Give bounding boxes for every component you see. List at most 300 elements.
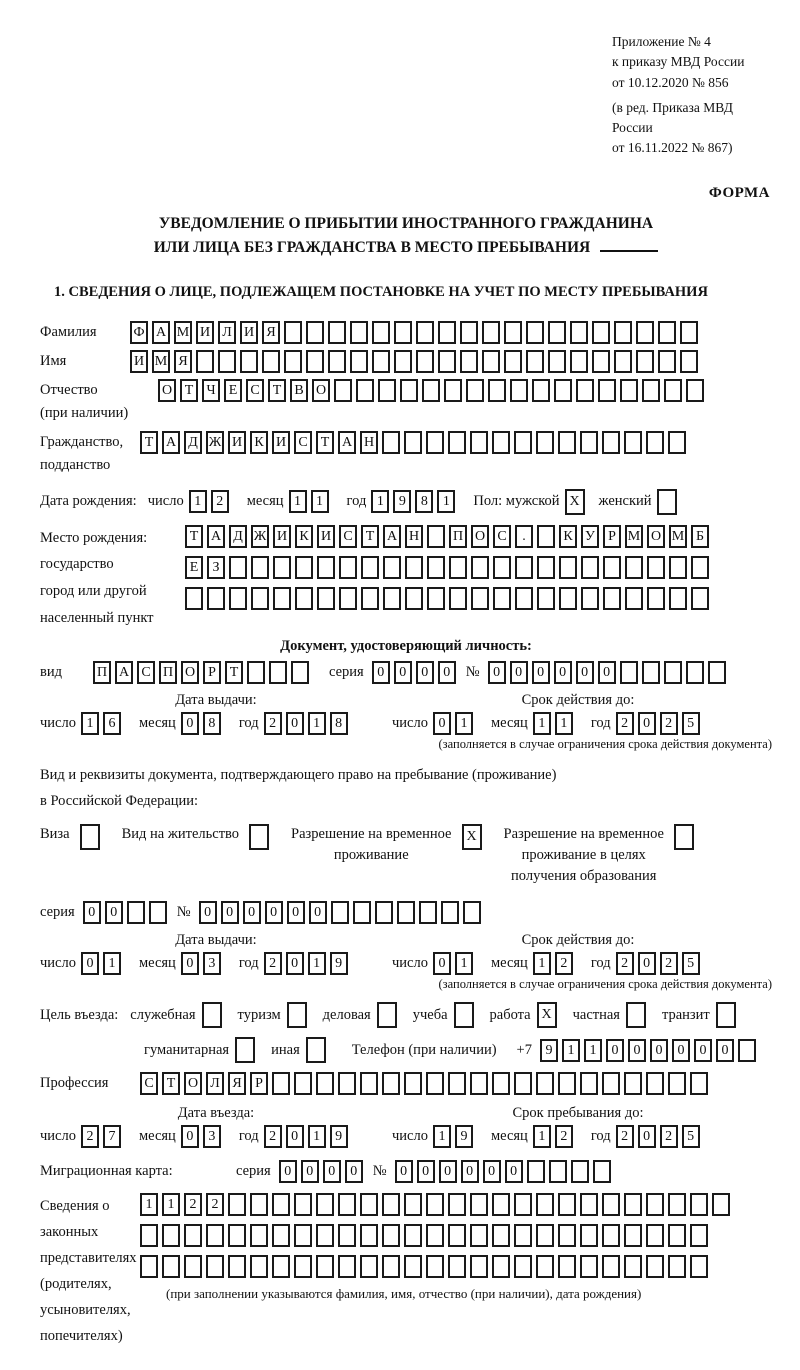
char-cell (272, 1072, 290, 1095)
visa-checkbox (80, 824, 104, 850)
char-cell (602, 1072, 620, 1095)
rvp-series-cells (83, 901, 171, 924)
char-cell: О (158, 379, 176, 402)
char-cell: Д (229, 525, 247, 548)
char-cell: 2 (555, 952, 573, 975)
char-cell (580, 1255, 598, 1278)
char-cell (338, 1193, 356, 1216)
char-cell (149, 901, 167, 924)
char-cell (426, 1224, 444, 1247)
char-cell: 1 (533, 712, 551, 735)
char-cell (228, 1224, 246, 1247)
char-cell: 0 (638, 1125, 656, 1148)
form-title-line1: УВЕДОМЛЕНИЕ О ПРИБЫТИИ ИНОСТРАННОГО ГРАЖДАНИНА (158, 214, 654, 232)
char-cell: 2 (81, 1125, 99, 1148)
purpose-official-label: служебная (130, 1006, 196, 1023)
char-cell: 1 (433, 1125, 451, 1148)
purpose-other-checkbox (306, 1037, 330, 1063)
patronymic-cells (158, 379, 708, 402)
purpose-work-checkbox (537, 1002, 561, 1028)
char-cell: Я (228, 1072, 246, 1095)
char-cell: . (515, 525, 533, 548)
doc-issue-year-cells (264, 712, 352, 735)
field-birth-place (40, 525, 772, 632)
residence-doc-series-row (40, 901, 772, 924)
purpose-official-checkbox (202, 1002, 226, 1028)
doc-kind-label: вид (40, 663, 62, 680)
char-cell: Е (224, 379, 242, 402)
char-cell (353, 901, 371, 924)
char-cell (361, 587, 379, 610)
char-cell (426, 1072, 444, 1095)
char-cell: 2 (660, 1125, 678, 1148)
char-cell (426, 431, 444, 454)
char-cell: М (174, 321, 192, 344)
char-cell (382, 1193, 400, 1216)
char-cell: 1 (140, 1193, 158, 1216)
char-cell (626, 1002, 646, 1028)
char-cell: Т (162, 1072, 180, 1095)
char-cell: 0 (672, 1039, 690, 1062)
char-cell (196, 350, 214, 373)
char-cell: 0 (433, 712, 451, 735)
char-cell (448, 1072, 466, 1095)
char-cell (624, 1255, 642, 1278)
char-cell (466, 379, 484, 402)
purpose-other-label: иная (271, 1041, 300, 1058)
sex-male-checkbox (565, 489, 589, 515)
birth-day-cells (189, 490, 233, 513)
char-cell (463, 901, 481, 924)
char-cell (614, 350, 632, 373)
char-cell: 1 (308, 712, 326, 735)
doc-expiry-title: Срок действия до: (521, 691, 635, 708)
char-cell: 0 (505, 1160, 523, 1183)
char-cell (350, 350, 368, 373)
char-cell (470, 1224, 488, 1247)
birth-place-row3-cells (185, 587, 713, 610)
char-cell: 0 (181, 1125, 199, 1148)
rvp-number-cells (199, 901, 485, 924)
char-cell: П (159, 661, 177, 684)
char-cell (295, 587, 313, 610)
legal-reference (612, 32, 772, 159)
char-cell: 1 (308, 952, 326, 975)
rvp-issue-day-cells (81, 952, 125, 975)
char-cell: 0 (576, 661, 594, 684)
char-cell (493, 556, 511, 579)
char-cell: X (462, 824, 482, 850)
residence-doc-options (40, 824, 772, 887)
char-cell (350, 321, 368, 344)
char-cell: 2 (660, 712, 678, 735)
legal-reference-line: Приложение № 4 (612, 34, 711, 49)
option-residence-permit (122, 824, 273, 850)
representatives-row3-cells (140, 1255, 734, 1278)
char-cell (537, 525, 555, 548)
char-cell (526, 350, 544, 373)
char-cell (690, 1255, 708, 1278)
char-cell (460, 321, 478, 344)
char-cell (427, 587, 445, 610)
char-cell (426, 1193, 444, 1216)
char-cell (441, 901, 459, 924)
doc-issue-col (40, 692, 392, 735)
char-cell: Е (185, 556, 203, 579)
char-cell: 0 (345, 1160, 363, 1183)
char-cell (356, 379, 374, 402)
char-cell: Ф (130, 321, 148, 344)
doc-issue-month-cells (181, 712, 225, 735)
temp-residence-checkbox (462, 824, 486, 850)
char-cell (339, 556, 357, 579)
char-cell: 0 (181, 712, 199, 735)
char-cell (647, 587, 665, 610)
char-cell (514, 1224, 532, 1247)
char-cell: 1 (533, 952, 551, 975)
residence-permit-label: Вид на жительство (121, 825, 240, 842)
char-cell: И (272, 431, 290, 454)
char-cell (537, 587, 555, 610)
identity-doc-dates (40, 692, 772, 735)
char-cell (471, 587, 489, 610)
purpose-tourism-label: туризм (237, 1006, 281, 1023)
char-cell (657, 489, 677, 515)
field-given-name (40, 350, 772, 373)
doc-expiry-note: (заполняется в случае ограничения срока действия документа) (438, 736, 772, 751)
char-cell (559, 556, 577, 579)
char-cell (624, 431, 642, 454)
char-cell (449, 556, 467, 579)
char-cell: И (317, 525, 335, 548)
birth-year-cells (371, 490, 459, 513)
char-cell (184, 1255, 202, 1278)
char-cell (360, 1224, 378, 1247)
char-cell: 9 (393, 490, 411, 513)
char-cell (492, 1193, 510, 1216)
char-cell (558, 1255, 576, 1278)
entry-year-cells (264, 1125, 352, 1148)
char-cell (515, 587, 533, 610)
char-cell (140, 1224, 158, 1247)
char-cell: 1 (189, 490, 207, 513)
char-cell (686, 379, 704, 402)
char-cell (470, 1072, 488, 1095)
char-cell: У (581, 525, 599, 548)
char-cell (397, 901, 415, 924)
char-cell (558, 1072, 576, 1095)
char-cell (592, 321, 610, 344)
char-cell: 0 (181, 952, 199, 975)
char-cell: 2 (616, 712, 634, 735)
char-cell: 0 (510, 661, 528, 684)
char-cell (636, 350, 654, 373)
char-cell: О (181, 661, 199, 684)
char-cell (738, 1039, 756, 1062)
char-cell (646, 1193, 664, 1216)
field-birth-date (40, 489, 772, 515)
sex-label: Пол: мужской (473, 493, 560, 510)
char-cell (448, 1193, 466, 1216)
legal-reference-line: от 16.11.2022 № 867) (612, 140, 733, 156)
char-cell: 0 (628, 1039, 646, 1062)
char-cell (668, 431, 686, 454)
rvp-issue-col (40, 932, 392, 975)
char-cell: X (537, 1002, 557, 1028)
legal-reference-line: к приказу МВД России (612, 54, 745, 70)
char-cell (492, 1224, 510, 1247)
char-cell: 0 (638, 952, 656, 975)
char-cell (273, 587, 291, 610)
char-cell (454, 1002, 474, 1028)
doc-kind-cells (93, 661, 313, 684)
birth-month-cells (289, 490, 333, 513)
char-cell: 0 (417, 1160, 435, 1183)
char-cell (328, 321, 346, 344)
doc-issue-day-cells (81, 712, 125, 735)
migration-card-row (40, 1160, 772, 1183)
option-temp-residence (291, 824, 485, 866)
char-cell: 1 (371, 490, 389, 513)
char-cell (269, 661, 287, 684)
profession-label: Профессия (40, 1075, 109, 1092)
char-cell: О (471, 525, 489, 548)
char-cell: 2 (206, 1193, 224, 1216)
char-cell (375, 901, 393, 924)
char-cell (470, 1193, 488, 1216)
char-cell (405, 556, 423, 579)
stay-col (392, 1105, 764, 1148)
birth-place-label: Место рождения: государство город или другой населенный пункт (40, 529, 154, 626)
char-cell (316, 1255, 334, 1278)
legal-reference-line: от 10.12.2020 № 856 (612, 74, 729, 90)
sex-female-checkbox (657, 489, 681, 515)
char-cell (240, 350, 258, 373)
char-cell (127, 901, 145, 924)
year-label: год (238, 955, 259, 972)
char-cell (382, 1224, 400, 1247)
stay-day-cells (433, 1125, 477, 1148)
char-cell: Т (361, 525, 379, 548)
char-cell: 0 (83, 901, 101, 924)
char-cell (647, 556, 665, 579)
char-cell (554, 379, 572, 402)
char-cell (690, 1072, 708, 1095)
forma-label: ФОРМА (708, 184, 770, 201)
char-cell (377, 1002, 397, 1028)
char-cell (602, 1193, 620, 1216)
char-cell: 1 (584, 1039, 602, 1062)
day-label: число (147, 493, 184, 510)
char-cell (658, 350, 676, 373)
char-cell (571, 1160, 589, 1183)
char-cell: 1 (437, 490, 455, 513)
char-cell (404, 431, 422, 454)
char-cell: 0 (650, 1039, 668, 1062)
char-cell (306, 1037, 326, 1063)
char-cell (537, 556, 555, 579)
char-cell: С (137, 661, 155, 684)
char-cell (664, 661, 682, 684)
char-cell: 0 (461, 1160, 479, 1183)
char-cell (422, 379, 440, 402)
field-citizenship (40, 431, 772, 477)
char-cell: 0 (433, 952, 451, 975)
char-cell: 0 (221, 901, 239, 924)
char-cell (394, 321, 412, 344)
entry-month-cells (181, 1125, 225, 1148)
char-cell (593, 1160, 611, 1183)
day-label: число (40, 1128, 76, 1145)
rvp-series-label: серия (40, 904, 75, 921)
char-cell: К (559, 525, 577, 548)
year-label: год (238, 714, 259, 731)
char-cell (558, 1224, 576, 1247)
char-cell (162, 1255, 180, 1278)
purpose-intro: Цель въезда: (40, 1006, 119, 1023)
char-cell (674, 824, 694, 850)
char-cell: 1 (162, 1193, 180, 1216)
surname-label: Фамилия (40, 323, 97, 340)
char-cell: С (246, 379, 264, 402)
form-title (40, 212, 772, 260)
surname-cells (130, 321, 702, 344)
rvp-expiry-col (392, 932, 764, 975)
char-cell (404, 1255, 422, 1278)
char-cell: Ж (251, 525, 269, 548)
char-cell: 0 (243, 901, 261, 924)
temp-residence-label: Разрешение на временное проживание (291, 825, 452, 863)
char-cell: 2 (555, 1125, 573, 1148)
char-cell (642, 661, 660, 684)
char-cell (580, 431, 598, 454)
char-cell (624, 1072, 642, 1095)
char-cell: 0 (279, 1160, 297, 1183)
char-cell: 0 (554, 661, 572, 684)
char-cell: 0 (287, 901, 305, 924)
char-cell: 9 (540, 1039, 558, 1062)
char-cell (603, 587, 621, 610)
doc-expiry-day-cells (433, 712, 477, 735)
char-cell: А (338, 431, 356, 454)
char-cell (691, 587, 709, 610)
char-cell (427, 556, 445, 579)
purpose-row (40, 1002, 772, 1028)
representatives-rows (140, 1193, 734, 1350)
char-cell (492, 431, 510, 454)
char-cell (316, 1072, 334, 1095)
sex-female-label: женский (598, 493, 652, 510)
entry-title: Дата въезда: (177, 1105, 255, 1122)
char-cell: 9 (455, 1125, 473, 1148)
char-cell (228, 1255, 246, 1278)
representatives-label: Сведения о законных представителях (родителях, усыновителях, попечителях) (40, 1198, 137, 1345)
char-cell: Т (185, 525, 203, 548)
char-cell: Н (360, 431, 378, 454)
char-cell (488, 379, 506, 402)
entry-stay-dates (40, 1105, 772, 1148)
char-cell (504, 350, 522, 373)
char-cell: И (196, 321, 214, 344)
char-cell (162, 1224, 180, 1247)
char-cell (691, 556, 709, 579)
char-cell: П (93, 661, 111, 684)
birth-date-label: Дата рождения: (40, 493, 137, 510)
char-cell (576, 379, 594, 402)
char-cell (334, 379, 352, 402)
char-cell: Б (691, 525, 709, 548)
citizenship-label: Гражданство, подданство (40, 433, 124, 473)
char-cell (316, 1193, 334, 1216)
char-cell: Т (225, 661, 243, 684)
char-cell (514, 1072, 532, 1095)
char-cell (668, 1224, 686, 1247)
char-cell (328, 350, 346, 373)
doc-number-cells (488, 661, 730, 684)
char-cell (206, 1224, 224, 1247)
temp-residence-education-checkbox (674, 824, 698, 850)
char-cell (548, 321, 566, 344)
char-cell (438, 321, 456, 344)
migration-card-label: Миграционная карта: (40, 1163, 173, 1180)
residence-doc-intro: Вид и реквизиты документа, подтверждающего право на пребывание (проживание) в Российской Федерации: (40, 766, 557, 809)
char-cell: 0 (105, 901, 123, 924)
char-cell (229, 556, 247, 579)
representatives-section (40, 1193, 772, 1350)
char-cell: 9 (330, 1125, 348, 1148)
phone-prefix: +7 (516, 1041, 532, 1058)
char-cell (291, 661, 309, 684)
stay-title: Срок пребывания до: (512, 1105, 644, 1122)
char-cell: 8 (330, 712, 348, 735)
char-cell: Т (180, 379, 198, 402)
char-cell (404, 1072, 422, 1095)
residence-doc-dates (40, 932, 772, 975)
char-cell: Я (262, 321, 280, 344)
char-cell (680, 350, 698, 373)
char-cell (449, 587, 467, 610)
char-cell (382, 1072, 400, 1095)
char-cell (482, 350, 500, 373)
char-cell: 0 (532, 661, 550, 684)
char-cell (404, 1224, 422, 1247)
char-cell: 1 (555, 712, 573, 735)
char-cell (668, 1072, 686, 1095)
char-cell (416, 350, 434, 373)
char-cell (207, 587, 225, 610)
char-cell (514, 1255, 532, 1278)
char-cell: А (115, 661, 133, 684)
month-label: месяц (490, 1128, 528, 1145)
char-cell: И (240, 321, 258, 344)
doc-issue-title: Дата выдачи: (175, 691, 257, 708)
mc-number-label: № (372, 1163, 387, 1180)
rvp-expiry-month-cells (533, 952, 577, 975)
char-cell: Т (316, 431, 334, 454)
day-label: число (392, 955, 428, 972)
char-cell: 0 (483, 1160, 501, 1183)
purpose-humanitarian-label: гуманитарная (144, 1041, 230, 1058)
temp-residence-education-label: Разрешение на временное проживание в целях получения образования (503, 825, 664, 884)
char-cell (669, 556, 687, 579)
char-cell (482, 321, 500, 344)
purpose-transit-label: транзит (661, 1006, 710, 1023)
char-cell (448, 431, 466, 454)
char-cell: 3 (203, 1125, 221, 1148)
char-cell: 1 (103, 952, 121, 975)
char-cell (680, 321, 698, 344)
patronymic-label: Отчество (при наличии) (40, 381, 129, 421)
